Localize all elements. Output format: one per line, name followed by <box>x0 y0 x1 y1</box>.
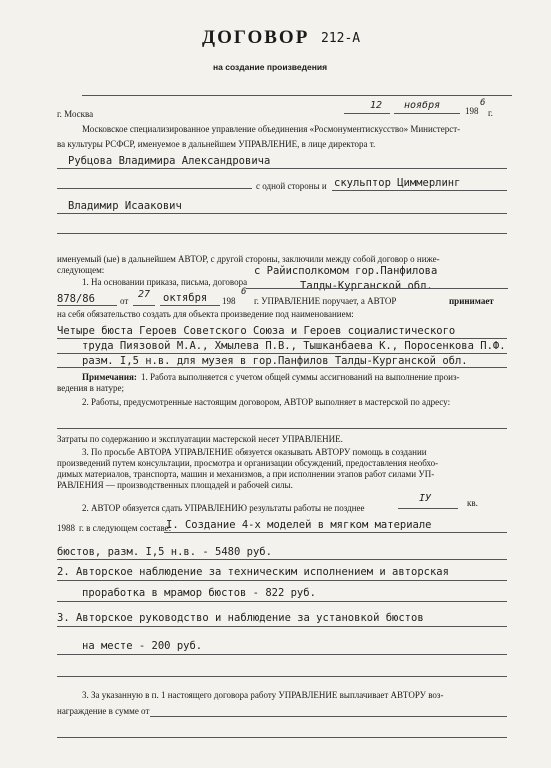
work-line-1: Четыре бюста Героев Советского Союза и Героев социалистического <box>57 325 456 337</box>
address-underline <box>57 428 507 429</box>
stage-3b: на месте - 200 руб. <box>82 640 203 652</box>
order-month: октября <box>163 292 208 304</box>
item1-with-org: с Райисполкомом гор.Панфилова <box>254 265 438 277</box>
org-line-2: ва культуры РСФСР, именуемое в дальнейшем УПРАВЛЕНИЕ, в лице директора т. <box>57 139 376 149</box>
costs-text: Затраты по содержанию и эксплуатации мастерской несет УПРАВЛЕНИЕ. <box>57 434 343 444</box>
order-from: от <box>120 296 129 306</box>
stage-1a-underline <box>164 532 507 533</box>
stage-3a: 3. Авторское руководство и наблюдение за установкой бюстов <box>57 612 424 624</box>
item2-kv: кв. <box>467 498 478 508</box>
stage-1b-underline <box>57 559 507 560</box>
year-suffix: 6 <box>480 98 486 108</box>
director-name: Рубцова Владимира Александровича <box>68 155 271 167</box>
stage-2b-underline <box>57 601 507 602</box>
item3-line-1: 3. За указанную в п. 1 настоящего договора работу УПРАВЛЕНИЕ выплачивает АВТОРУ воз- <box>82 690 444 700</box>
month-underline <box>394 113 460 114</box>
order-day: 27 <box>138 289 151 300</box>
document-title: ДОГОВОР <box>202 27 310 48</box>
item2-quarter: IУ <box>419 493 432 504</box>
p3-line-4: РАВЛЕНИЯ — производственных площадей и рабочей силы. <box>57 480 293 490</box>
stage-2a-underline <box>57 580 507 581</box>
item1-region: Талды-Курганской обл. <box>300 280 433 292</box>
document-subtitle: на создание произведения <box>213 62 328 72</box>
name-underline <box>57 213 507 214</box>
item2-following: г. в следующем составе: <box>79 523 172 533</box>
year-prefix: 198 <box>465 106 479 116</box>
sculptor-underline <box>332 190 507 191</box>
quarter-underline <box>398 508 458 509</box>
divider <box>82 95 512 96</box>
item1-accepts: принимает <box>449 296 494 306</box>
order-day-underline <box>133 305 155 306</box>
director-underline <box>57 168 507 169</box>
day-underline <box>344 113 390 114</box>
item3-line-2: награждение в сумме от <box>57 706 150 716</box>
stage-1a: I. Создание 4-х моделей в мягком материале <box>166 519 432 531</box>
one-side-text: с одной стороны и <box>256 181 327 191</box>
item2-text: 2. АВТОР обязуется сдать УПРАВЛЕНИЮ результаты работы не позднее <box>82 503 365 513</box>
stage-3a-underline <box>57 626 507 627</box>
order-month-underline <box>160 305 220 306</box>
stage-2b: проработка в мрамор бюстов - 822 руб. <box>82 587 316 599</box>
note-label: Примечания: <box>82 372 137 382</box>
p3-line-1: 3. По просьбе АВТОРА УПРАВЛЕНИЕ обязуется оказывать АВТОРУ помощь в создании <box>82 447 427 457</box>
p3-line-3: димых материалов, транспорта, машин и механизмов, а при исполнении этапов работ силами УП- <box>57 469 435 479</box>
work-underline-3 <box>57 367 507 368</box>
blank-line-3 <box>57 737 507 738</box>
note-text-2: ведения в натуре; <box>57 383 125 393</box>
year-letter: г. <box>488 108 493 118</box>
note-text-1: 1. Работа выполняется с учетом общей суммы ассигнований на выполнение произ- <box>141 372 460 382</box>
org-line-1: Московское специализированное управление объединения «Росмонументискусство» Министерст- <box>82 124 461 134</box>
order-number: 878/86 <box>57 293 95 305</box>
item1-org-underline <box>246 288 508 289</box>
blank-line-2 <box>57 676 507 677</box>
city: г. Москва <box>57 109 94 119</box>
work-underline-2 <box>57 353 507 354</box>
contract-number: 212-А <box>321 31 361 46</box>
stage-1b: бюстов, разм. I,5 н.в. - 5480 руб. <box>57 546 272 558</box>
other-side-line-2: следующем: <box>57 265 105 275</box>
order-number-underline <box>57 305 117 306</box>
blank-line <box>57 233 507 234</box>
sculptor-name: Владимир Исаакович <box>68 200 182 212</box>
order-year-suffix: 6 <box>241 287 247 297</box>
work-line-3: разм. I,5 н.в. для музея в гор.Панфилов Талды-Курганской обл. <box>82 355 468 367</box>
blank-underline <box>57 188 252 189</box>
sculptor-title: скульптор Циммерлинг <box>334 177 461 189</box>
work-line-2: труда Пиязовой М.А., Хмылева П.В., Тышканбаева К., Поросенкова П.Ф. <box>82 340 506 352</box>
item2-year: 1988 <box>57 523 75 533</box>
contract-month: ноября <box>404 100 441 111</box>
work-underline-1 <box>57 338 507 339</box>
contract-day: 12 <box>370 100 383 111</box>
p3-line-2: произведений путем консультации, просмотра и организации обсуждений, предоставления необхо- <box>57 458 439 468</box>
stage-3b-underline <box>57 654 507 655</box>
item1-basis: 1. На основании приказа, письма, договора <box>82 277 248 287</box>
sum-underline <box>150 716 507 717</box>
order-year-prefix: 198 <box>222 296 236 306</box>
note-2: 2. Работы, предусмотренные настоящим договором, АВТОР выполняет в мастерской по адресу: <box>82 397 451 407</box>
stage-2a: 2. Авторское наблюдение за техническим исполнением и авторская <box>57 566 449 578</box>
item1-instructs: г. УПРАВЛЕНИЕ поручает, а АВТОР <box>254 296 397 306</box>
item1-obligation: на себя обязательство создать для объекта произведение под наименованием: <box>57 309 354 319</box>
other-side-line-1: именуемый (ые) в дальнейшем АВТОР, с другой стороны, заключили между собой договор о ниже- <box>57 254 440 264</box>
